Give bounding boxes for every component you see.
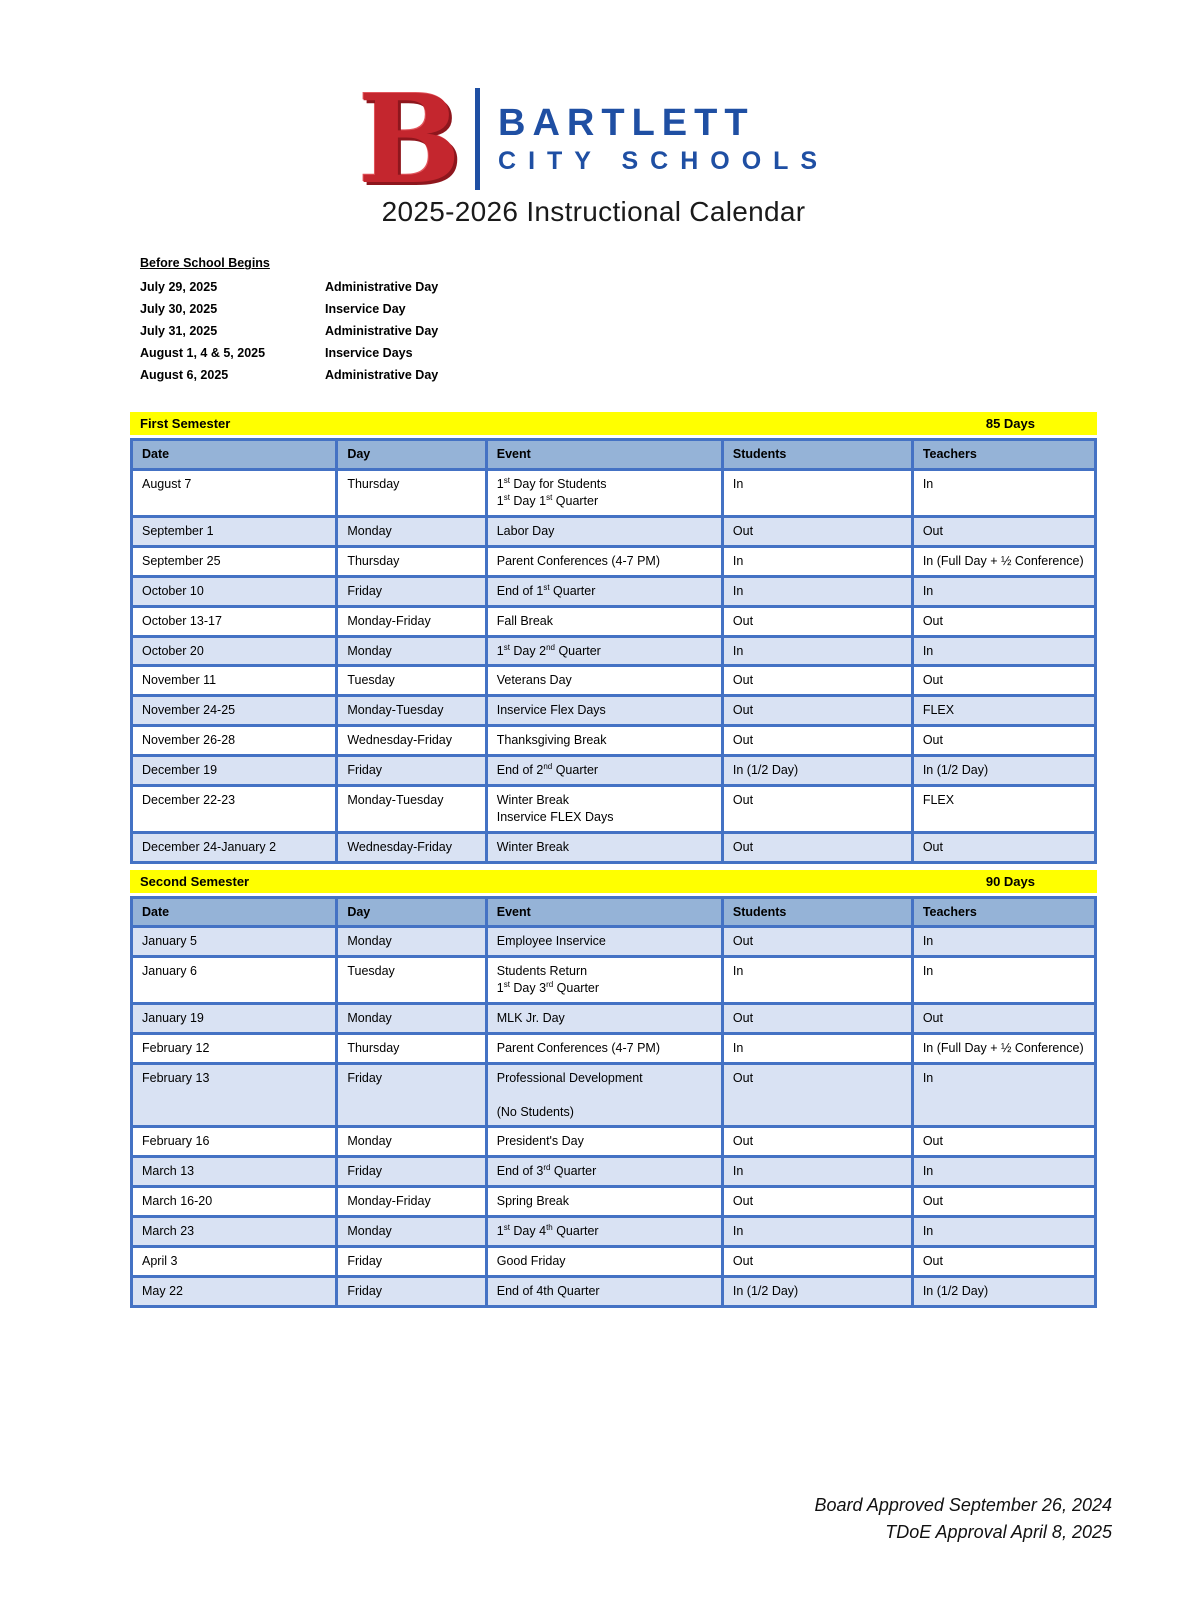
- before-school-item: [140, 364, 1187, 386]
- cell-students: Out: [722, 1127, 912, 1157]
- table-row: [132, 1187, 1096, 1217]
- table-row: [132, 1033, 1096, 1063]
- cell-teachers: In: [912, 636, 1095, 666]
- cell-event: End of 1st Quarter: [486, 576, 722, 606]
- school-logo: [0, 67, 1187, 211]
- cell-event: 1st Day 2nd Quarter: [486, 636, 722, 666]
- cell-teachers: Out: [912, 1246, 1095, 1276]
- before-school-item: [140, 276, 1187, 298]
- cell-students: Out: [722, 666, 912, 696]
- column-header-teachers: Teachers: [912, 440, 1095, 470]
- table-row: [132, 666, 1096, 696]
- second-semester-table: [130, 896, 1097, 1308]
- logo-subname: CITY SCHOOLS: [498, 147, 830, 176]
- cell-day: Monday-Friday: [337, 1187, 486, 1217]
- cell-teachers: In: [912, 1157, 1095, 1187]
- table-row: [132, 785, 1096, 832]
- table-row: [132, 1217, 1096, 1247]
- cell-students: Out: [722, 785, 912, 832]
- cell-students: In: [722, 546, 912, 576]
- table-row: [132, 832, 1096, 862]
- cell-day: Friday: [337, 756, 486, 786]
- cell-event: Winter Break: [486, 832, 722, 862]
- cell-students: In: [722, 1157, 912, 1187]
- cell-students: In: [722, 957, 912, 1004]
- before-school-label: Inservice Days: [325, 346, 413, 361]
- table-row: [132, 1063, 1096, 1127]
- cell-date: November 24-25: [132, 696, 337, 726]
- cell-event: Thanksgiving Break: [486, 726, 722, 756]
- cell-students: In: [722, 636, 912, 666]
- before-school-date: August 6, 2025: [140, 368, 229, 383]
- cell-date: October 20: [132, 636, 337, 666]
- before-school-item: [140, 298, 1187, 320]
- cell-students: Out: [722, 1246, 912, 1276]
- table-row: [132, 957, 1096, 1004]
- table-row: [132, 1276, 1096, 1306]
- table-row: [132, 1127, 1096, 1157]
- cell-teachers: In: [912, 1063, 1095, 1127]
- cell-day: Monday: [337, 1004, 486, 1034]
- cell-date: January 6: [132, 957, 337, 1004]
- cell-teachers: Out: [912, 832, 1095, 862]
- cell-date: March 13: [132, 1157, 337, 1187]
- cell-students: Out: [722, 832, 912, 862]
- cell-teachers: Out: [912, 517, 1095, 547]
- cell-teachers: In: [912, 576, 1095, 606]
- cell-date: September 25: [132, 546, 337, 576]
- logo-name: BARTLETT: [498, 101, 755, 144]
- cell-event: MLK Jr. Day: [486, 1004, 722, 1034]
- page-title: 2025-2026 Instructional Calendar: [381, 196, 806, 228]
- column-header-event: Event: [486, 440, 722, 470]
- column-header-students: Students: [722, 897, 912, 927]
- cell-students: Out: [722, 1187, 912, 1217]
- logo-divider: [475, 88, 480, 190]
- cell-teachers: Out: [912, 606, 1095, 636]
- cell-event: 1st Day 4th Quarter: [486, 1217, 722, 1247]
- cell-day: Monday: [337, 1127, 486, 1157]
- cell-day: Monday: [337, 927, 486, 957]
- before-school-label: Inservice Day: [325, 302, 406, 317]
- second-semester-banner: [130, 870, 1097, 893]
- table-row: [132, 726, 1096, 756]
- before-school-date: July 31, 2025: [140, 324, 218, 339]
- cell-date: September 1: [132, 517, 337, 547]
- cell-students: Out: [722, 1063, 912, 1127]
- cell-day: Thursday: [337, 1033, 486, 1063]
- table-row: [132, 470, 1096, 517]
- cell-day: Friday: [337, 1246, 486, 1276]
- before-school-label: Administrative Day: [325, 368, 439, 383]
- cell-date: February 13: [132, 1063, 337, 1127]
- cell-teachers: Out: [912, 1004, 1095, 1034]
- cell-day: Friday: [337, 1157, 486, 1187]
- table-row: [132, 1246, 1096, 1276]
- cell-date: August 7: [132, 470, 337, 517]
- cell-students: Out: [722, 1004, 912, 1034]
- table-row: [132, 927, 1096, 957]
- cell-event: Employee Inservice: [486, 927, 722, 957]
- table-header-row: [132, 897, 1096, 927]
- cell-day: Monday-Tuesday: [337, 785, 486, 832]
- column-header-date: Date: [132, 897, 337, 927]
- cell-students: In: [722, 576, 912, 606]
- before-school-item: [140, 320, 1187, 342]
- cell-teachers: In: [912, 1217, 1095, 1247]
- cell-day: Monday-Tuesday: [337, 696, 486, 726]
- cell-event: Veterans Day: [486, 666, 722, 696]
- cell-date: February 12: [132, 1033, 337, 1063]
- table-row: [132, 517, 1096, 547]
- cell-event: End of 3rd Quarter: [486, 1157, 722, 1187]
- cell-date: January 19: [132, 1004, 337, 1034]
- semester-days-count: 85 Days: [985, 416, 1035, 432]
- bartlett-b-logo-icon: B: [357, 67, 462, 211]
- cell-teachers: Out: [912, 1127, 1095, 1157]
- cell-date: October 13-17: [132, 606, 337, 636]
- before-school-date: August 1, 4 & 5, 2025: [140, 346, 266, 361]
- cell-teachers: In: [912, 957, 1095, 1004]
- cell-date: November 11: [132, 666, 337, 696]
- cell-day: Wednesday-Friday: [337, 726, 486, 756]
- cell-event: Inservice Flex Days: [486, 696, 722, 726]
- cell-teachers: In: [912, 927, 1095, 957]
- cell-event: End of 4th Quarter: [486, 1276, 722, 1306]
- cell-event: 1st Day for Students 1st Day 1st Quarter: [486, 470, 722, 517]
- cell-date: October 10: [132, 576, 337, 606]
- cell-day: Thursday: [337, 546, 486, 576]
- table-row: [132, 606, 1096, 636]
- cell-date: March 23: [132, 1217, 337, 1247]
- table-row: [132, 756, 1096, 786]
- cell-teachers: In (Full Day + ½ Conference): [912, 546, 1095, 576]
- first-semester-section: [130, 412, 1097, 863]
- second-semester-section: [130, 870, 1097, 1308]
- cell-students: In: [722, 1217, 912, 1247]
- cell-event: Professional Development (No Students): [486, 1063, 722, 1127]
- cell-event: Parent Conferences (4-7 PM): [486, 546, 722, 576]
- cell-students: In: [722, 1033, 912, 1063]
- cell-students: Out: [722, 517, 912, 547]
- before-school-label: Administrative Day: [325, 324, 439, 339]
- cell-teachers: Out: [912, 1187, 1095, 1217]
- before-school-date: July 30, 2025: [140, 302, 218, 317]
- board-approved-text: Board Approved September 26, 2024: [814, 1495, 1112, 1515]
- cell-teachers: In: [912, 470, 1095, 517]
- cell-date: December 22-23: [132, 785, 337, 832]
- cell-event: End of 2nd Quarter: [486, 756, 722, 786]
- cell-day: Friday: [337, 1063, 486, 1127]
- cell-event: Spring Break: [486, 1187, 722, 1217]
- cell-date: December 19: [132, 756, 337, 786]
- cell-day: Monday: [337, 1217, 486, 1247]
- table-row: [132, 546, 1096, 576]
- cell-teachers: In (1/2 Day): [912, 756, 1095, 786]
- cell-event: Labor Day: [486, 517, 722, 547]
- approval-footer: [814, 1492, 1112, 1546]
- cell-event: President's Day: [486, 1127, 722, 1157]
- cell-students: In (1/2 Day): [722, 1276, 912, 1306]
- cell-students: In (1/2 Day): [722, 756, 912, 786]
- first-semester-banner: [130, 412, 1097, 435]
- before-school-heading: Before School Begins: [140, 256, 270, 271]
- cell-teachers: In (Full Day + ½ Conference): [912, 1033, 1095, 1063]
- before-school-label: Administrative Day: [325, 280, 439, 295]
- column-header-day: Day: [337, 897, 486, 927]
- cell-date: March 16-20: [132, 1187, 337, 1217]
- cell-date: February 16: [132, 1127, 337, 1157]
- semester-title: First Semester: [140, 416, 231, 432]
- table-row: [132, 1157, 1096, 1187]
- cell-event: Fall Break: [486, 606, 722, 636]
- semester-days-count: 90 Days: [985, 873, 1035, 889]
- cell-event: Parent Conferences (4-7 PM): [486, 1033, 722, 1063]
- cell-day: Thursday: [337, 470, 486, 517]
- before-school-date: July 29, 2025: [140, 280, 218, 295]
- cell-day: Monday-Friday: [337, 606, 486, 636]
- cell-day: Friday: [337, 576, 486, 606]
- cell-students: In: [722, 470, 912, 517]
- cell-students: Out: [722, 927, 912, 957]
- cell-teachers: Out: [912, 726, 1095, 756]
- cell-teachers: Out: [912, 666, 1095, 696]
- cell-event: Good Friday: [486, 1246, 722, 1276]
- cell-students: Out: [722, 726, 912, 756]
- before-school-item: [140, 342, 1187, 364]
- cell-date: November 26-28: [132, 726, 337, 756]
- cell-date: January 5: [132, 927, 337, 957]
- cell-day: Monday: [337, 636, 486, 666]
- logo-text-block: [498, 103, 829, 176]
- cell-event: Students Return 1st Day 3rd Quarter: [486, 957, 722, 1004]
- cell-day: Tuesday: [337, 666, 486, 696]
- cell-teachers: FLEX: [912, 785, 1095, 832]
- table-row: [132, 576, 1096, 606]
- column-header-students: Students: [722, 440, 912, 470]
- cell-event: Winter Break Inservice FLEX Days: [486, 785, 722, 832]
- cell-students: Out: [722, 696, 912, 726]
- cell-students: Out: [722, 606, 912, 636]
- before-school-section: [140, 256, 1187, 386]
- first-semester-table: [130, 438, 1097, 863]
- column-header-day: Day: [337, 440, 486, 470]
- column-header-date: Date: [132, 440, 337, 470]
- cell-day: Monday: [337, 517, 486, 547]
- cell-date: May 22: [132, 1276, 337, 1306]
- semester-title: Second Semester: [140, 873, 250, 889]
- cell-teachers: In (1/2 Day): [912, 1276, 1095, 1306]
- cell-date: December 24-January 2: [132, 832, 337, 862]
- table-header-row: [132, 440, 1096, 470]
- cell-day: Tuesday: [337, 957, 486, 1004]
- column-header-event: Event: [486, 897, 722, 927]
- tdoe-approval-text: TDoE Approval April 8, 2025: [885, 1522, 1112, 1542]
- cell-day: Friday: [337, 1276, 486, 1306]
- table-row: [132, 696, 1096, 726]
- column-header-teachers: Teachers: [912, 897, 1095, 927]
- cell-date: April 3: [132, 1246, 337, 1276]
- table-row: [132, 1004, 1096, 1034]
- table-row: [132, 636, 1096, 666]
- cell-teachers: FLEX: [912, 696, 1095, 726]
- cell-day: Wednesday-Friday: [337, 832, 486, 862]
